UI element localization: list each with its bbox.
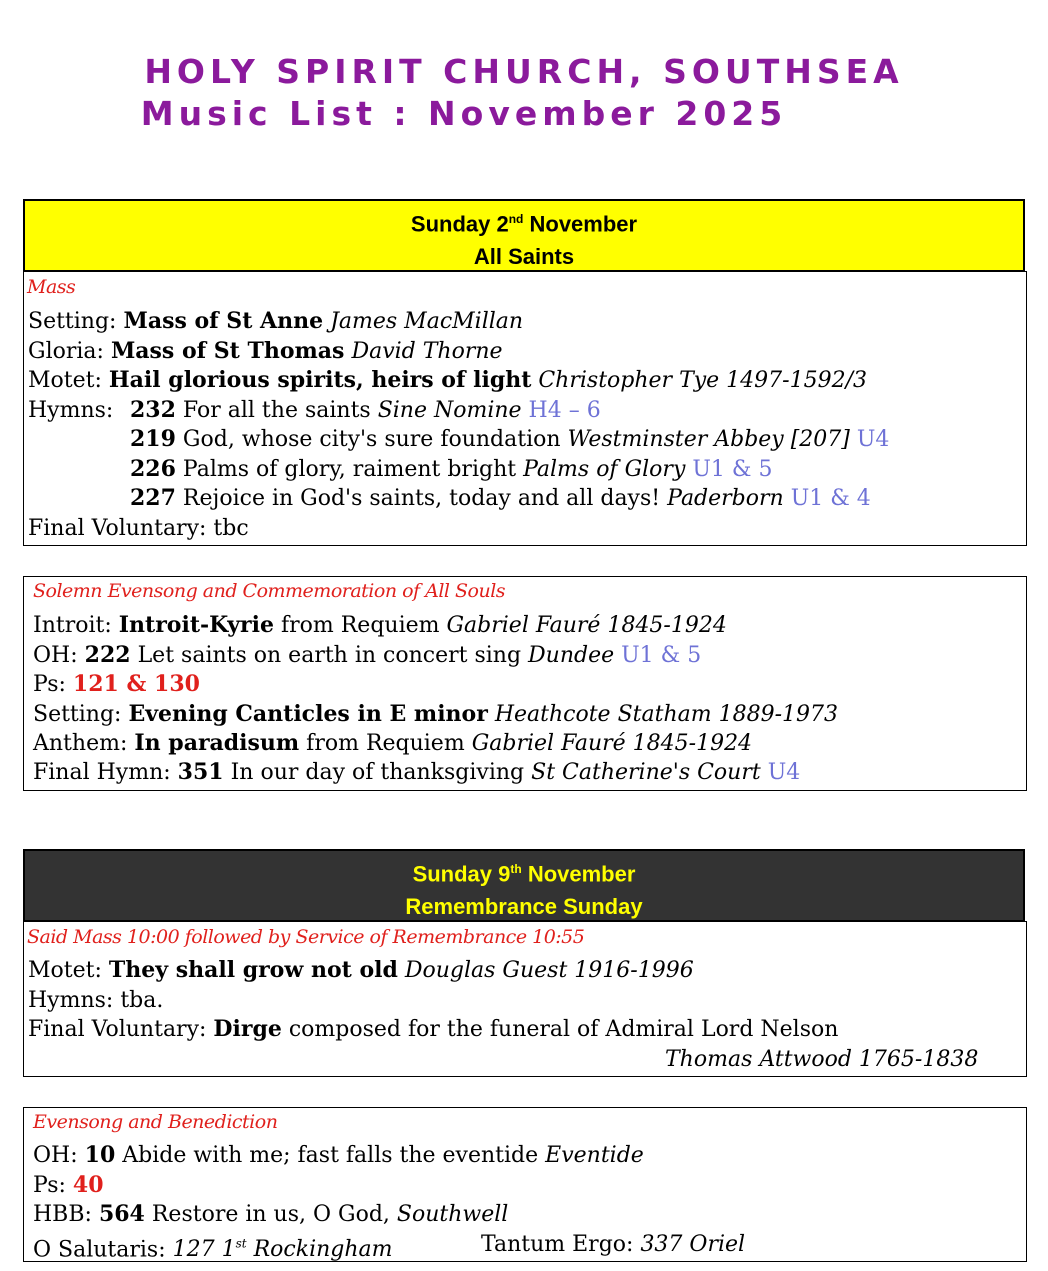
hymn-line: 219 God, whose city's sure foundation Westminster Abbey [207] U4 bbox=[130, 426, 890, 452]
sunday-date: Sunday 2nd November bbox=[410, 211, 638, 237]
sunday-name: All Saints bbox=[473, 244, 575, 270]
sunday-date: Sunday 9th November bbox=[412, 861, 636, 887]
psalm-line: Ps: 121 & 130 bbox=[33, 671, 200, 697]
hymn-line: 232 For all the saints Sine Nomine H4 – 6 bbox=[130, 397, 601, 423]
office-hymn-line: OH: 10 Abide with me; fast falls the eventide Eventide bbox=[33, 1142, 644, 1168]
service-title: Mass bbox=[27, 276, 76, 298]
hymns-line: Hymns: tba. bbox=[28, 988, 164, 1013]
psalm-line: Ps: 40 bbox=[33, 1172, 104, 1198]
anthem-line: Anthem: In paradisum from Requiem Gabriel Fauré 1845-1924 bbox=[33, 730, 753, 756]
o-salutaris-line: O Salutaris: 127 1st Rockingham bbox=[33, 1237, 393, 1263]
page-subtitle: Music List : November 2025 bbox=[140, 94, 788, 133]
tantum-ergo-line: Tantum Ergo: 337 Oriel bbox=[481, 1232, 746, 1257]
final-voluntary-line: Final Voluntary: tbc bbox=[28, 516, 249, 541]
introit-line: Introit: Introit-Kyrie from Requiem Gabriel Fauré 1845-1924 bbox=[33, 612, 727, 638]
motet-line: Motet: Hail glorious spirits, heirs of light Christopher Tye 1497-1592/3 bbox=[28, 367, 867, 393]
page-title: HOLY SPIRIT CHURCH, SOUTHSEA bbox=[144, 52, 904, 91]
gloria-line: Gloria: Mass of St Thomas David Thorne bbox=[28, 338, 503, 364]
setting-line: Setting: Mass of St Anne James MacMillan bbox=[28, 308, 524, 334]
sunday-name: Remembrance Sunday bbox=[405, 894, 643, 920]
hbb-line: HBB: 564 Restore in us, O God, Southwell bbox=[33, 1201, 509, 1227]
motet-line: Motet: They shall grow not old Douglas Guest 1916-1996 bbox=[28, 957, 694, 983]
service-title: Evensong and Benediction bbox=[33, 1111, 278, 1133]
composer-line: Thomas Attwood 1765-1838 bbox=[665, 1047, 979, 1072]
hymn-line: 227 Rejoice in God's saints, today and all days! Paderborn U1 & 4 bbox=[130, 485, 871, 511]
office-hymn-line: OH: 222 Let saints on earth in concert sing Dundee U1 & 5 bbox=[33, 642, 702, 668]
hymn-line: 226 Palms of glory, raiment bright Palms of Glory U1 & 5 bbox=[130, 456, 773, 482]
final-hymn-line: Final Hymn: 351 In our day of thanksgiving St Catherine's Court U4 bbox=[33, 759, 801, 785]
hymns-label: Hymns: bbox=[28, 398, 114, 423]
service-title: Solemn Evensong and Commemoration of All Souls bbox=[33, 580, 506, 602]
setting-line: Setting: Evening Canticles in E minor Heathcote Statham 1889-1973 bbox=[33, 701, 838, 727]
final-voluntary-line: Final Voluntary: Dirge composed for the funeral of Admiral Lord Nelson bbox=[28, 1016, 839, 1042]
sunday-header-remembrance bbox=[23, 849, 1025, 922]
sunday-header-all-saints bbox=[23, 199, 1025, 272]
service-title: Said Mass 10:00 followed by Service of Remembrance 10:55 bbox=[27, 926, 585, 948]
